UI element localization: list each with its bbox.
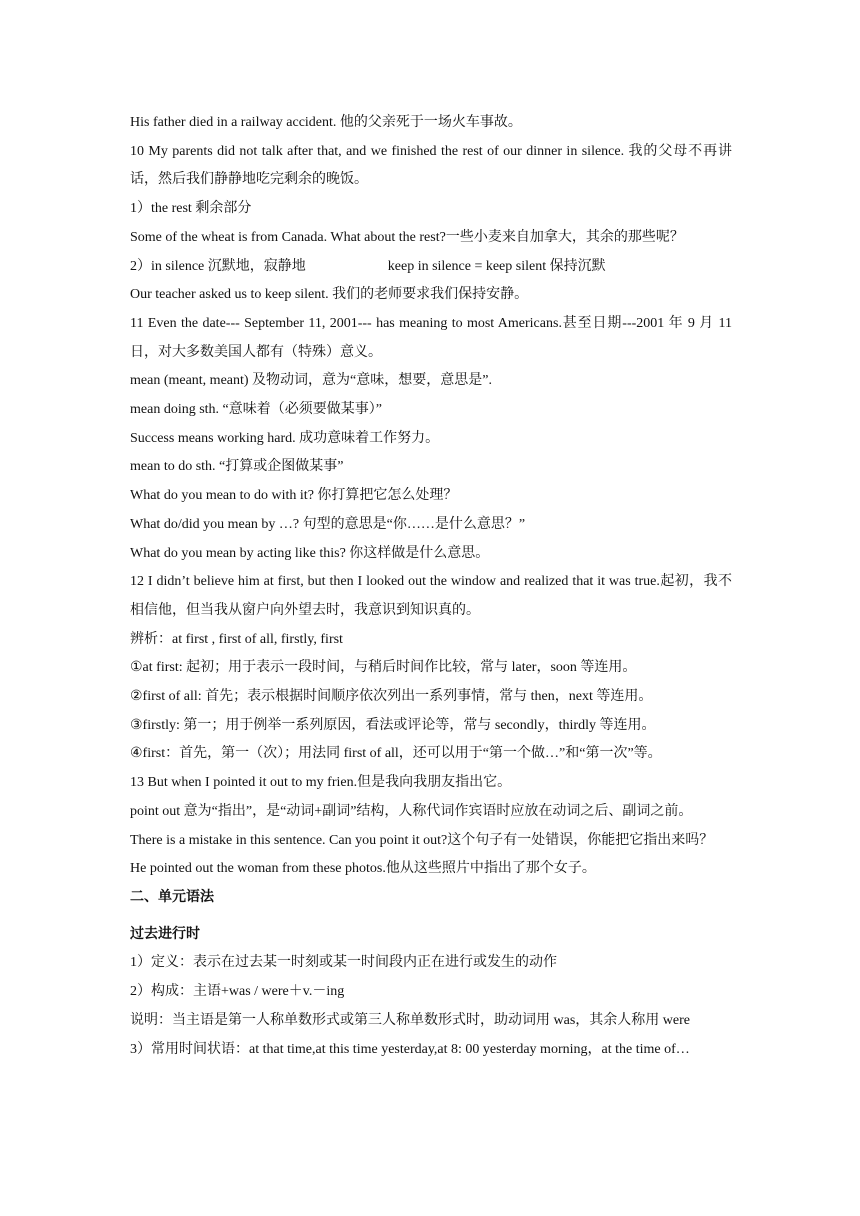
text-segment: 2）in silence 沉默地，寂静地 <box>130 258 306 274</box>
text-line: He pointed out the woman from these photos.他从这些照片中指出了那个女子。 <box>130 861 596 877</box>
text-paragraph: There is a mistake in this sentence. Can you point it out?这个句子有一处错误，你能把它指出来吗？ <box>130 832 714 848</box>
text-line: What do you mean by acting like this? 你这样做是什么意思。 <box>130 545 490 561</box>
text-line: What do/did you mean by …? 句型的意思是“你……是什么意思？” <box>130 516 526 532</box>
text-line: point out 意为“指出”，是“动词+副词”结构，人称代词作宾语时应放在动词之后、副词之前。 <box>130 803 693 819</box>
text-line: mean to do sth. “打算或企图做某事” <box>130 459 344 475</box>
subsection-heading: 过去进行时 <box>130 926 200 942</box>
text-line: ②first of all: 首先；表示根据时间顺序依次列出一系列事情，常与 then，next 等连用。 <box>130 689 653 705</box>
text-line: 13 But when I pointed it out to my frien.但是我向我朋友指出它。 <box>130 775 512 791</box>
text-line: ①at first: 起初；用于表示一段时间，与稍后时间作比较，常与 later，soon 等连用。 <box>130 660 637 676</box>
text-line: 3）常用时间状语：at that time,at this time yesterday,at 8: 00 yesterday morning，at the time of… <box>130 1041 690 1057</box>
text-line: 说明：当主语是第一人称单数形式或第三人称单数形式时，助动词用 was，其余人称用 were <box>130 1012 690 1028</box>
text-paragraph: 11 Even the date--- September 11, 2001--- has meaning to most Americans.甚至日期---2001 年 9 月 11 日，对大多数美国人都有（特殊）意义。 <box>130 315 732 360</box>
text-line: ④first：首先，第一（次）；用法同 first of all，还可以用于“第一个做…”和“第一次”等。 <box>130 746 662 762</box>
text-line: ③firstly: 第一；用于例举一系列原因，看法或评论等，常与 secondly，thirdly 等连用。 <box>130 717 656 733</box>
text-line: His father died in a railway accident. 他的父亲死于一场火车事故。 <box>130 115 522 130</box>
text-paragraph: 12 I didn’t believe him at first, but then I looked out the window and realized that it was true.起初，我不相信他，但当我从窗户向外望去时，我意识到知识真的。 <box>130 574 732 618</box>
text-line: 1）the rest 剩余部分 <box>130 201 252 217</box>
text-line: mean doing sth. “意味着（必须要做某事）” <box>130 402 382 418</box>
text-line: Our teacher asked us to keep silent. 我们的老师要求我们保持安静。 <box>130 287 529 303</box>
text-line: Success means working hard. 成功意味着工作努力。 <box>130 430 440 446</box>
text-line: Some of the wheat is from Canada. What about the rest?一些小麦来自加拿大，其余的那些呢？ <box>130 229 684 245</box>
text-paragraph: 10 My parents did not talk after that, and we finished the rest of our dinner in silence. 我的父母不再讲话，然后我们静静地吃完剩余的晚饭。 <box>130 143 732 188</box>
text-line: 2）构成：主语+was / were＋v.－ing <box>130 984 345 1000</box>
text-line <box>130 253 732 282</box>
text-line: What do you mean to do with it? 你打算把它怎么处理？ <box>130 488 458 504</box>
text-segment: keep in silence = keep silent 保持沉默 <box>387 258 606 274</box>
section-heading: 二、单元语法 <box>130 889 214 905</box>
text-line: 1）定义：表示在过去某一时刻或某一时间段内正在进行或发生的动作 <box>130 955 557 971</box>
text-line: mean (meant, meant) 及物动词，意为“意味，想要，意思是”. <box>130 373 492 389</box>
document-body <box>130 109 732 1064</box>
text-line: 辨析：at first , first of all, firstly, first <box>130 631 343 647</box>
